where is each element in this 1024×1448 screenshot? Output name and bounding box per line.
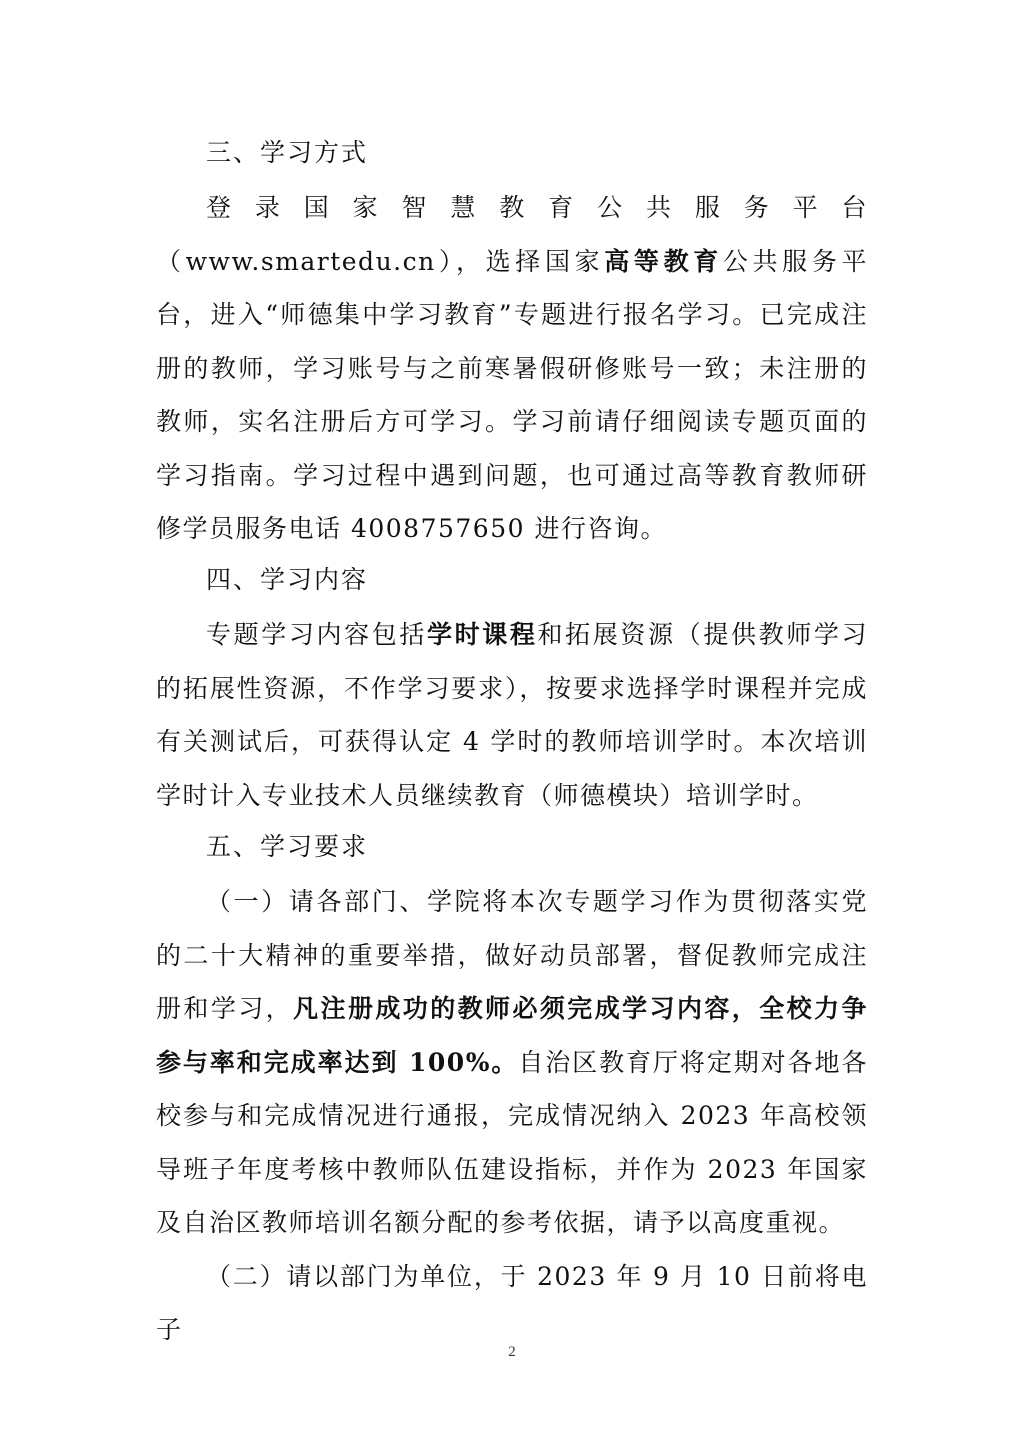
section5-heading: 五、学习要求 — [206, 832, 369, 861]
section4-heading: 四、学习内容 — [206, 565, 369, 594]
section4-paragraph — [156, 608, 868, 822]
section3-text-a: 登录国家智慧教育公共服务平台（www.smartedu.cn），选择国家 — [156, 193, 868, 276]
section3-text-c: 公共服务平台，进入“师德集中学习教育”专题进行报名学习。已完成注册的教师，学习账号与之前寒暑假研修账号一致；未注册的教师，实名注册后方可学习。学习前请仔细阅读专题页面的学习指南。学习过程中遇到问题，也可通过高等教育教师研修学员服务电话 4008757650 进行咨询。 — [156, 246, 868, 543]
section3-body — [156, 181, 868, 556]
section4-body — [156, 608, 868, 822]
page-number: 2 — [508, 1344, 516, 1360]
section5-paragraph-2: （二）请以部门为单位，于 2023 年 9 月 10 日前将电子 — [156, 1261, 868, 1344]
section5-body — [156, 875, 868, 1357]
section3-text-bold: 高等教育 — [604, 246, 723, 276]
section5-text-a: （一）请各部门、学院将本次专题学习作为贯彻落实党的二十大精神的重要举措，做好动员部署，督促教师完成注册和学习， — [156, 887, 868, 1023]
section4-text-a: 专题学习内容包括 — [206, 620, 428, 649]
section4-text-bold: 学时课程 — [427, 620, 538, 649]
section5-paragraph-1 — [156, 875, 868, 1250]
section3-heading: 三、学习方式 — [206, 138, 369, 167]
section5-text-c: 自治区教育厅将定期对各地各校参与和完成情况进行通报，完成情况纳入 2023 年高校领导班子年度考核中教师队伍建设指标，并作为 2023 年国家及自治区教师培训名额分配的参考依据，请予以高度重视。 — [156, 1047, 868, 1237]
section5-text-bold: 凡注册成功的教师必须完成学习内容，全校力争参与率和完成率达到 100%。 — [156, 994, 868, 1077]
section4-text-c: 和拓展资源（提供教师学习的拓展性资源，不作学习要求），按要求选择学时课程并完成有关测试后，可获得认定 4 学时的教师培训学时。本次培训学时计入专业技术人员继续教育（师德模块）培训学时。 — [156, 620, 868, 810]
section3-paragraph — [156, 181, 868, 556]
